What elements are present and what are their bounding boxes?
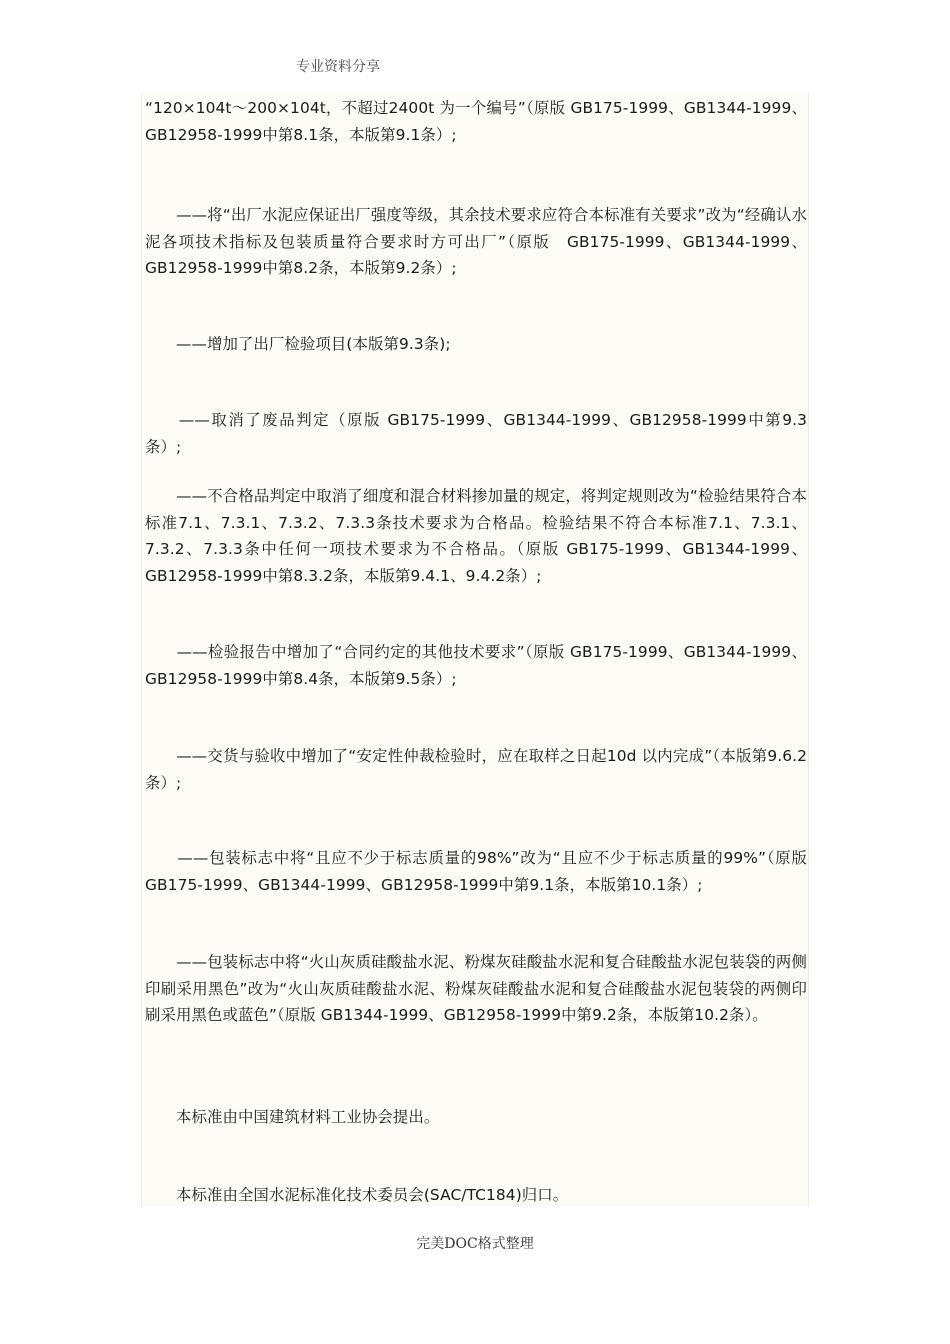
- paragraph-administered-by: 本标准由全国水泥标准化技术委员会(SAC/TC184)归口。: [145, 1186, 569, 1204]
- paragraph-factory-inspection: ——增加了出厂检验项目(本版第9.3条);: [145, 335, 451, 353]
- paragraph-packaging-print-color: ——包装标志中将“火山灰质硅酸盐水泥、粉煤灰硅酸盐水泥和复合硅酸盐水泥包装袋的两侧印刷采用黑色”改为“火山灰质硅酸盐水泥、粉煤灰硅酸盐水泥和复合硅酸盐水泥包装袋的两侧印刷采用黑色或蓝色”（原版 GB1344-1999、GB12958-1999中第9.2条，本版第10.2条）。: [145, 953, 807, 1024]
- document-body: [141, 93, 809, 1207]
- paragraph-nonconforming-judgement: ——不合格品判定中取消了细度和混合材料掺加量的规定，将判定规则改为“检验结果符合本标准7.1、7.3.1、7.3.2、7.3.3条技术要求为合格品。检验结果不符合本标准7.1、7.3.1、7.3.2、7.3.3条中任何一项技术要求为不合格品。（原版 GB175-1999、GB1344-1999、GB12958-1999中第8.3.2条，本版第9.4.1、9.4.2条）;: [145, 487, 807, 585]
- paragraph-delivery-acceptance: ——交货与验收中增加了“安定性仲裁检验时，应在取样之日起10d 以内完成”（本版第9.6.2条）;: [145, 747, 807, 792]
- paragraph-batch-number: “120×104t～200×104t，不超过2400t 为一个编号”（原版 GB175-1999、GB1344-1999、GB12958-1999中第8.1条，本版第9.1条）;: [145, 99, 807, 144]
- paragraph-proposed-by: 本标准由中国建筑材料工业协会提出。: [145, 1108, 440, 1126]
- paragraph-waste-judgement: ——取消了废品判定（原版 GB175-1999、GB1344-1999、GB12958-1999中第9.3条）;: [145, 411, 807, 456]
- paragraph-inspection-report: ——检验报告中增加了“合同约定的其他技术要求”（原版 GB175-1999、GB1344-1999、GB12958-1999中第8.4条，本版第9.5条）;: [145, 643, 807, 688]
- page-header: 专业资料分享: [296, 59, 380, 75]
- paragraph-packaging-mass: ——包装标志中将“且应不少于标志质量的98%”改为“且应不少于标志质量的99%”（原版 GB175-1999、GB1344-1999、GB12958-1999中第9.1条，本版第10.1条）;: [145, 849, 807, 894]
- paragraph-factory-release: ——将“出厂水泥应保证出厂强度等级，其余技术要求应符合本标准有关要求”改为“经确认水泥各项技术指标及包装质量符合要求时方可出厂”（原版 GB175-1999、GB1344-1999、GB12958-1999中第8.2条，本版第9.2条）;: [145, 206, 807, 277]
- page-footer: 完美DOC格式整理: [416, 1236, 534, 1252]
